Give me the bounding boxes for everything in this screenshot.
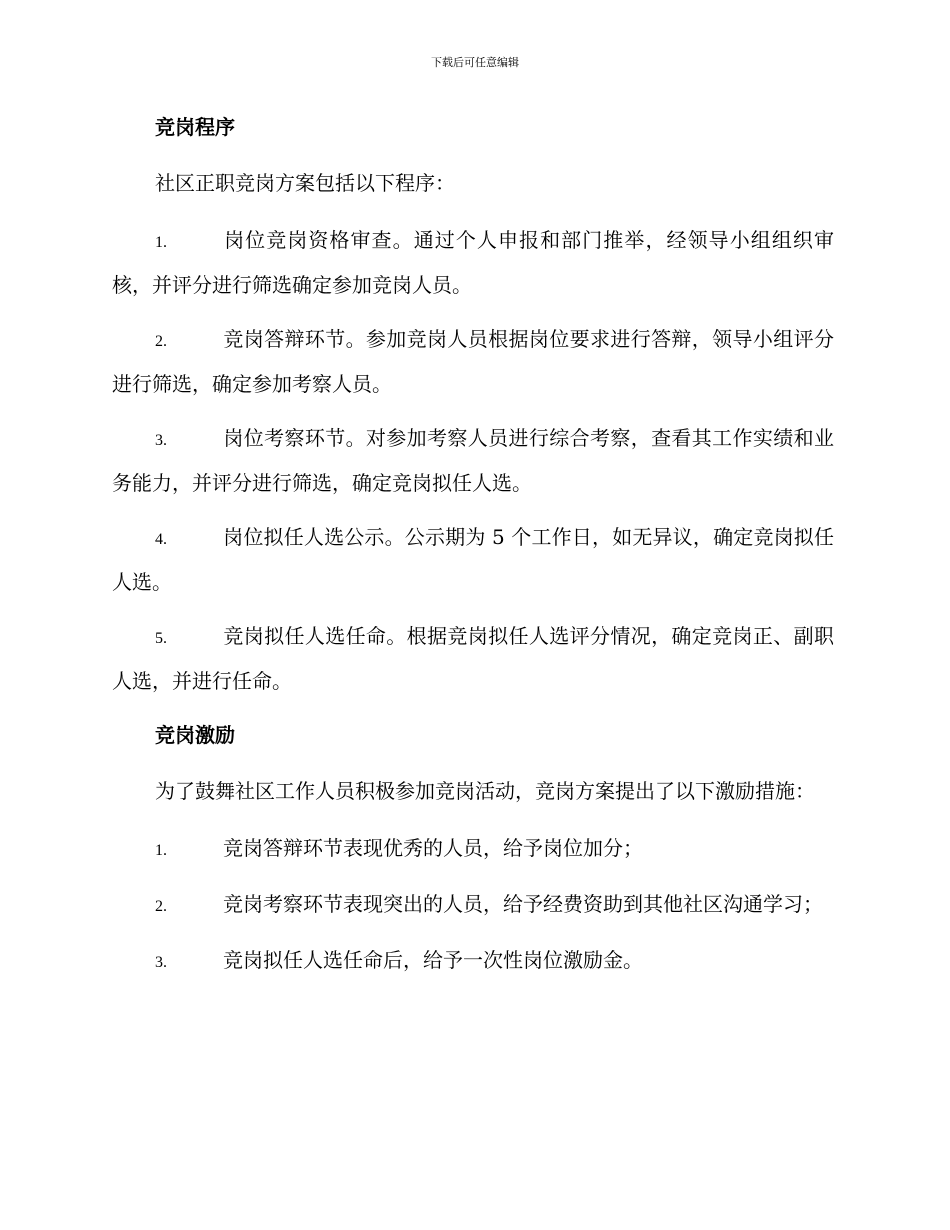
section-intro: 社区正职竞岗方案包括以下程序：: [155, 171, 455, 195]
list-item-text: 竞岗拟任人选任命。根据竞岗拟任人选评分情况，确定竞岗正、副职人选，并进行任命。: [112, 624, 834, 693]
header-note: 下载后可任意编辑: [431, 56, 519, 69]
list-item-number: 3.: [155, 432, 167, 449]
section-heading: 竞岗程序: [155, 115, 235, 139]
list-item-number: 1.: [155, 842, 167, 859]
list-item: [112, 417, 834, 505]
list-item-text: 竞岗拟任人选任命后，给予一次性岗位激励金。: [223, 948, 643, 972]
list-item-text: 岗位竞岗资格审查。通过个人申报和部门推举，经领导小组组织审核，并评分进行筛选确定参加竞岗人员。: [112, 228, 834, 297]
list-item-text: 竞岗答辩环节。参加竞岗人员根据岗位要求进行答辩，领导小组评分进行筛选，确定参加考察人员。: [112, 327, 834, 396]
document-body: [112, 106, 834, 995]
list-item-number: 2.: [155, 333, 167, 350]
list-item-number: 4.: [155, 531, 167, 548]
list-item-text: 竞岗答辩环节表现优秀的人员，给予岗位加分；: [223, 836, 643, 860]
list-item-text: 岗位考察环节。对参加考察人员进行综合考察，查看其工作实绩和业务能力，并评分进行筛选，确定竞岗拟任人选。: [112, 426, 834, 495]
list-item-number: 5.: [155, 630, 167, 647]
section-procedure: [112, 106, 834, 703]
list-item: [112, 516, 834, 604]
list-item: [112, 827, 834, 872]
list-item: [112, 219, 834, 307]
list-item: [112, 318, 834, 406]
section-intro: 为了鼓舞社区工作人员积极参加竞岗活动，竞岗方案提出了以下激励措施：: [155, 779, 815, 803]
section-heading: 竞岗激励: [155, 723, 235, 747]
list-item: [112, 615, 834, 703]
list-item: [112, 939, 834, 984]
list-item-number: 2.: [155, 898, 167, 915]
list-item-text: 竞岗考察环节表现突出的人员，给予经费资助到其他社区沟通学习；: [223, 892, 823, 916]
list-item-number: 1.: [155, 234, 167, 251]
section-incentives: [112, 714, 834, 984]
list-item-text: 岗位拟任人选公示。公示期为 5 个工作日，如无异议，确定竞岗拟任人选。: [112, 525, 834, 594]
list-item: [112, 883, 834, 928]
list-item-number: 3.: [155, 954, 167, 971]
